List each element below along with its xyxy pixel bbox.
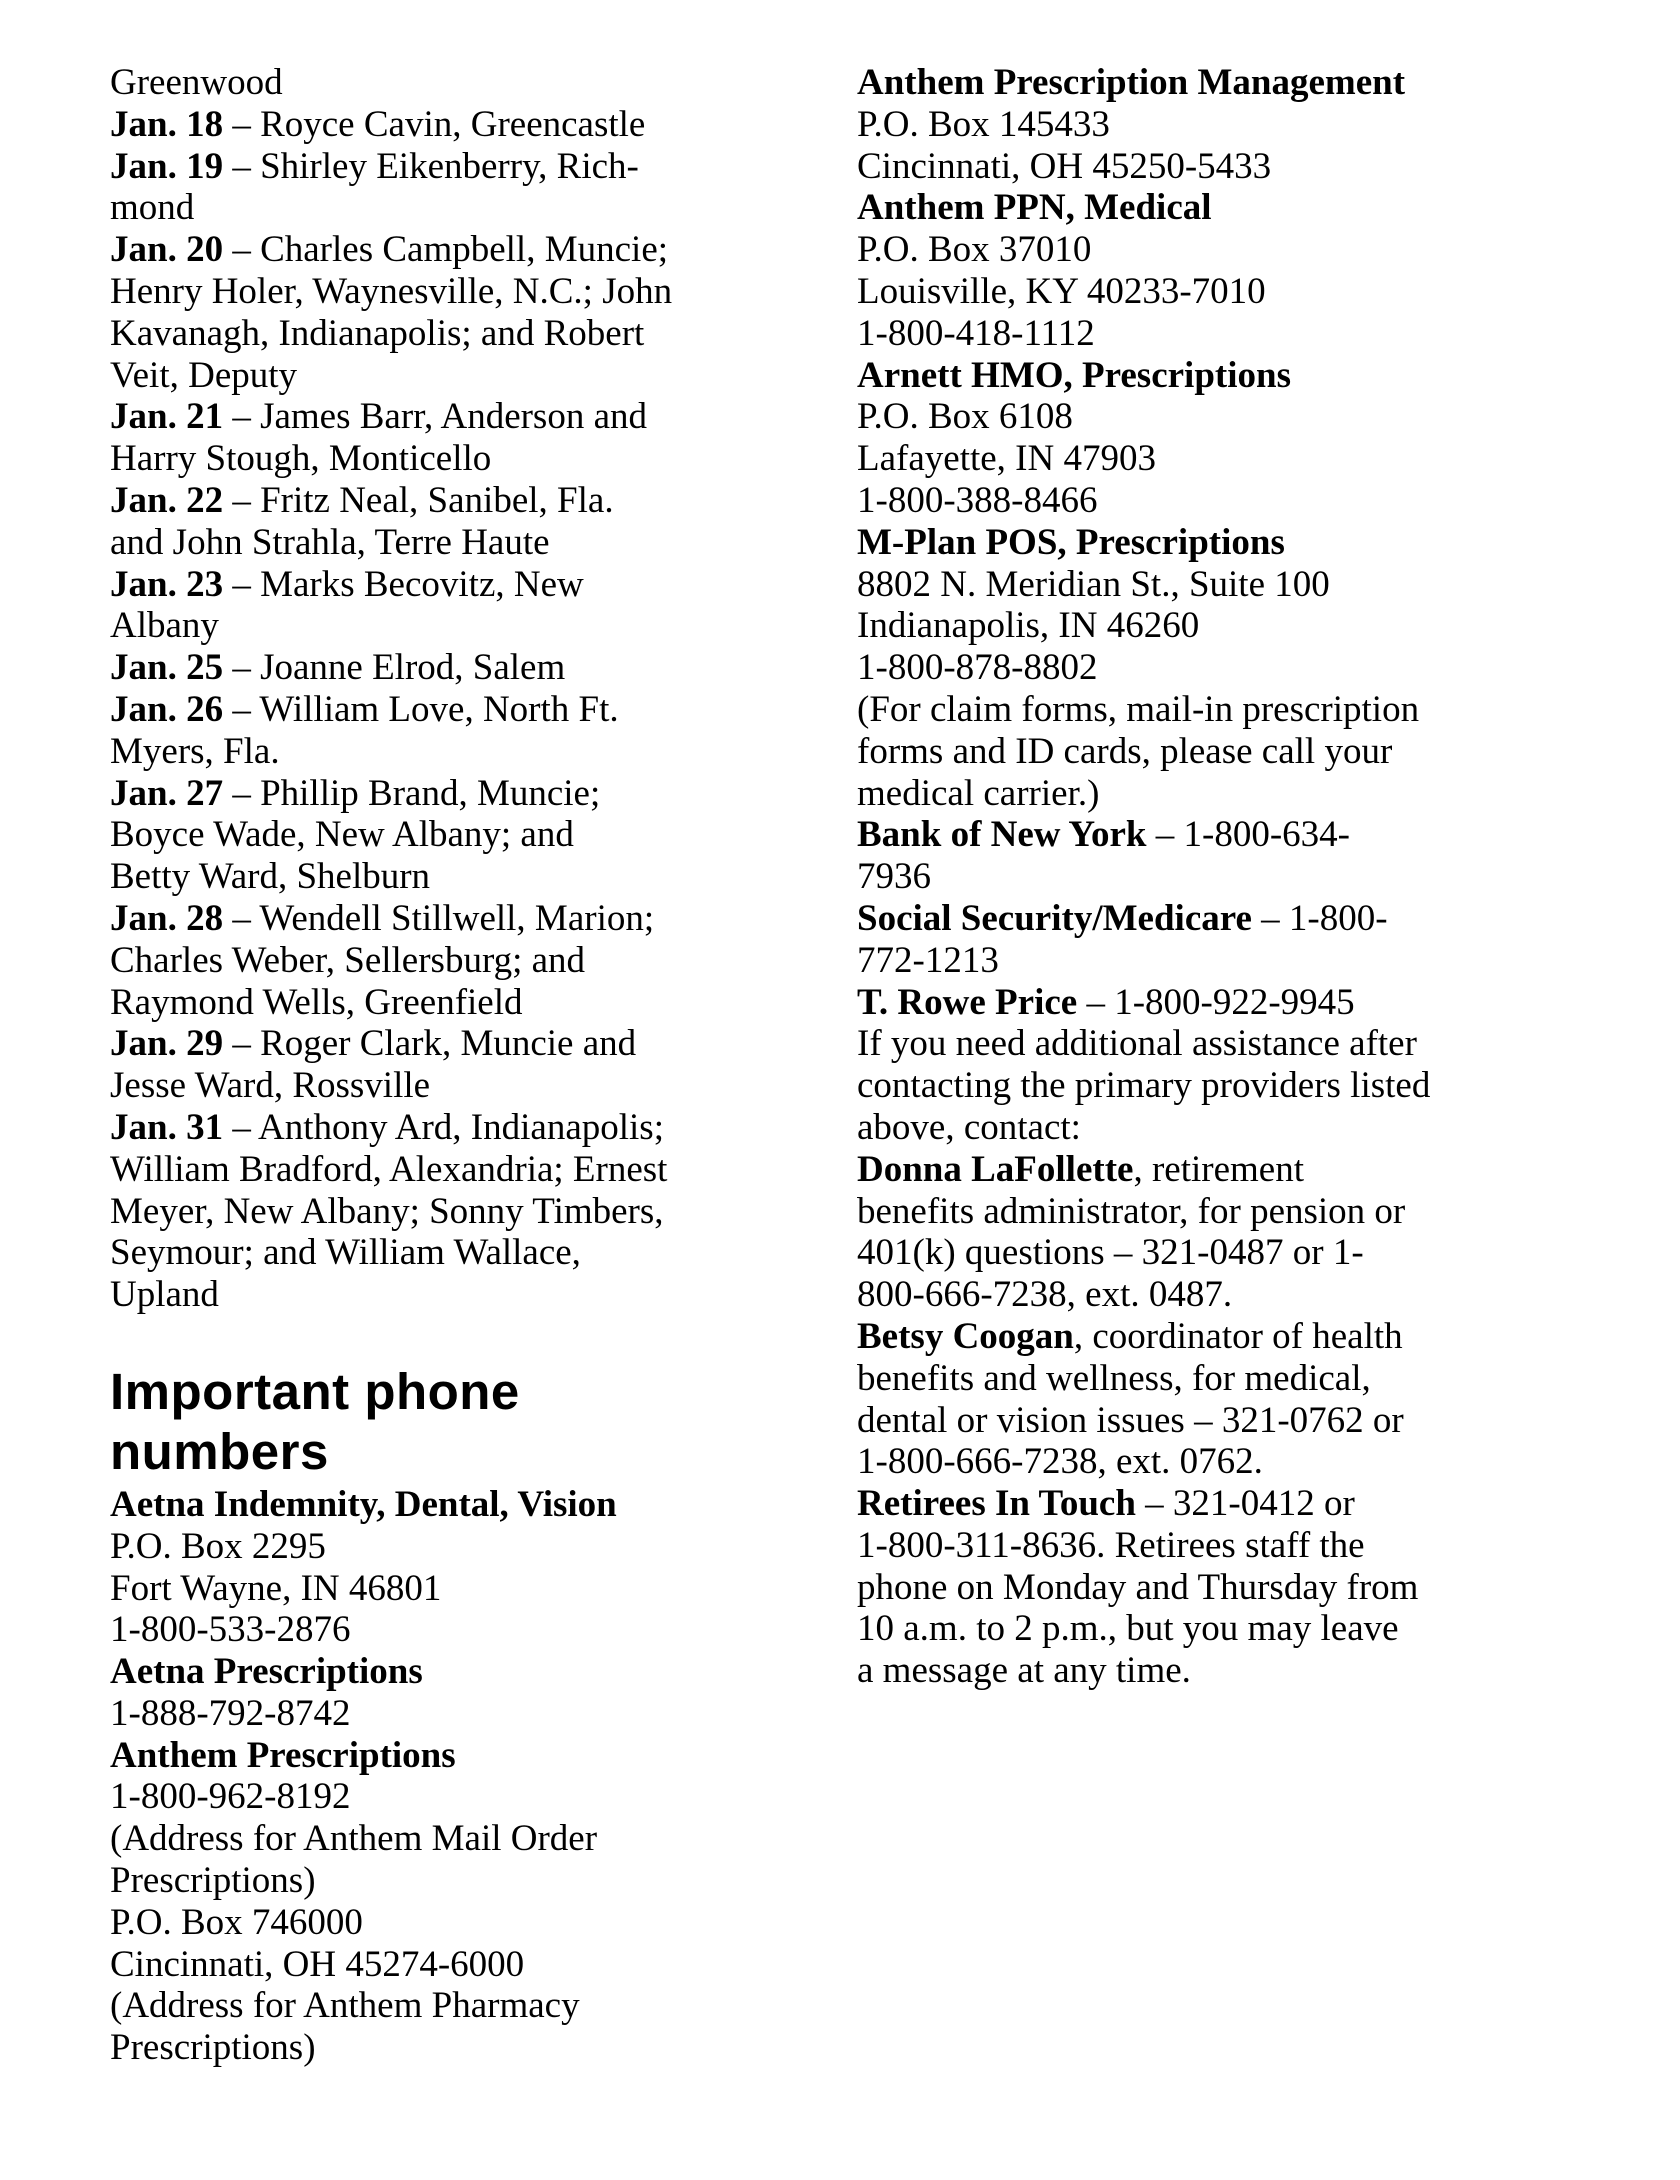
phone-entry [857,898,1577,982]
entry-line [110,773,845,815]
provider-line: 1-800-962-8192 [110,1776,351,1818]
contact-list [857,1149,1577,1692]
entry-text: mond [110,187,195,229]
entry-text: Wendell Stillwell, Marion; [259,897,655,939]
entry-text: James Barr, Anderson and [260,396,648,438]
provider-name: Anthem Prescription Management [857,62,1406,103]
entry-line [110,982,845,1024]
entry-date: Jan. 31 [110,1106,224,1148]
entry-line [110,689,845,731]
entry-line [110,731,845,773]
entry-text: and John Strahla, Terre Haute [110,521,550,563]
provider-line: P.O. Box 746000 [110,1901,363,1943]
provider-block [857,187,1577,354]
provider-line: (Address for Anthem Pharmacy [110,1985,580,2027]
entry-line: 1-800-311-8636. Retirees staff the [857,1524,1365,1566]
text-line: above, contact: [857,1106,1081,1148]
entry-line: dental or vision issues – 321-0762 or [857,1399,1404,1441]
entry-line: 772-1213 [857,939,999,981]
entry-line [110,355,845,397]
dash: – [223,229,261,271]
phone-entry [857,814,1577,898]
provider-line: Fort Wayne, IN 46801 [110,1567,442,1609]
entry-line [110,814,845,856]
inline-phone-list [857,814,1577,1023]
right-column [857,62,1577,1692]
entry-line [110,396,845,438]
dash: – [223,479,261,521]
entry-text: Anthony Ard, Indianapolis; [258,1106,664,1148]
entry-text: Marks Becovitz, New [260,563,584,605]
obituary-entry [110,396,845,480]
obituary-entry [110,647,845,689]
entry-text: Kavanagh, Indianapolis; and Robert [110,312,645,354]
entry-text: Harry Stough, Monticello [110,438,492,480]
entry-text: William Love, North Ft. [259,688,619,730]
obituary-entry [110,1107,845,1316]
dash: – [223,396,261,438]
entry-line [110,1274,845,1316]
entry-name: Donna LaFollette [857,1148,1134,1190]
entry-line [857,814,1577,856]
entry-text: Charles Weber, Sellersburg; and [110,939,586,981]
entry-name: Bank of New York [857,814,1147,856]
entry-line [110,898,845,940]
obituary-continuation [110,62,845,104]
obituary-entry [110,773,845,898]
dash: – [223,897,260,939]
dash: – [223,145,261,187]
entry-line [110,605,845,647]
entry-line [110,856,845,898]
provider-name: Arnett HMO, Prescriptions [857,354,1291,396]
entry-line: 1-800-666-7238, ext. 0762. [857,1441,1263,1483]
provider-line: Cincinnati, OH 45274-6000 [110,1943,525,1985]
entry-line [110,480,845,522]
left-column [110,62,845,2069]
entry-line [110,647,845,689]
provider-name: M-Plan POS, Prescriptions [857,521,1285,563]
provider-block [857,62,1577,187]
provider-block [857,522,1577,815]
entry-text: Upland [110,1274,219,1316]
contact-entry [857,1483,1577,1692]
entry-line [857,1483,1577,1525]
entry-line [110,271,845,313]
entry-line [110,229,845,271]
obituary-entry [110,689,845,773]
heading-line: numbers [110,1422,329,1480]
entry-date: Jan. 27 [110,772,224,814]
entry-line: 800-666-7238, ext. 0487. [857,1274,1233,1316]
entry-date: Jan. 22 [110,479,224,521]
provider-line: Cincinnati, OH 45250-5433 [857,145,1272,187]
entry-text: Royce Cavin, Greencastle [260,103,646,145]
obituary-entry [110,480,845,564]
assistance-intro [857,1023,1577,1148]
entry-name: Retirees In Touch [857,1483,1136,1525]
entry-text: Raymond Wells, Greenfield [110,981,523,1023]
entry-line: 10 a.m. to 2 p.m., but you may leave [857,1608,1399,1650]
entry-text: Myers, Fla. [110,730,280,772]
entry-date: Jan. 18 [110,103,224,145]
entry-text: , retirement [1133,1148,1304,1190]
provider-line: 1-800-388-8466 [857,479,1098,521]
entry-line [110,104,845,146]
provider-name: Anthem Prescriptions [110,1734,456,1776]
entry-text: Albany [110,605,219,647]
entry-line [857,898,1577,940]
obituary-entry [110,898,845,1023]
entry-text: Jesse Ward, Rossville [110,1065,431,1107]
entry-text: – 321-0412 or [1135,1483,1355,1525]
entry-text: Charles Campbell, Muncie; [260,229,669,271]
provider-line: (For claim forms, mail-in prescription [857,688,1420,730]
text-line: If you need additional assistance after [857,1023,1417,1065]
entry-line [110,1149,845,1191]
provider-line: Indianapolis, IN 46260 [857,605,1200,647]
entry-text: Henry Holer, Waynesville, N.C.; John [110,270,673,312]
entry-date: Jan. 26 [110,688,224,730]
provider-line: 1-888-792-8742 [110,1692,351,1734]
provider-block [110,1651,845,1735]
obituary-entry [110,104,845,146]
entry-line [857,1149,1577,1191]
provider-line: Prescriptions) [110,2027,316,2069]
obituary-entry [110,1023,845,1107]
obituary-entry [110,229,845,396]
provider-line: 8802 N. Meridian St., Suite 100 [857,563,1330,605]
entry-text: Boyce Wade, New Albany; and [110,814,574,856]
entry-text: Betty Ward, Shelburn [110,856,431,898]
contact-entry [857,1316,1577,1483]
entry-line [110,522,845,564]
entry-text: Fritz Neal, Sanibel, Fla. [260,479,614,521]
entry-text: Meyer, New Albany; Sonny Timbers, [110,1190,664,1232]
heading-line: Important phone [110,1362,520,1420]
provider-line: P.O. Box 6108 [857,396,1073,438]
entry-date: Jan. 28 [110,897,224,939]
provider-line: Prescriptions) [110,1860,316,1902]
entry-text: Seymour; and William Wallace, [110,1232,581,1274]
entry-line [110,1065,845,1107]
text-line: Greenwood [110,62,283,103]
entry-date: Jan. 21 [110,396,224,438]
entry-date: Jan. 25 [110,647,224,689]
provider-block [110,1484,845,1651]
entry-text: Phillip Brand, Muncie; [260,772,601,814]
obituary-entry [110,564,845,648]
provider-line: Lafayette, IN 47903 [857,438,1156,480]
provider-name: Aetna Indemnity, Dental, Vision [110,1483,617,1525]
dash: – [223,563,261,605]
entry-line: benefits and wellness, for medical, [857,1357,1371,1399]
provider-line: P.O. Box 37010 [857,229,1092,271]
entry-line: benefits administrator, for pension or [857,1190,1406,1232]
provider-line: 1-800-533-2876 [110,1609,351,1651]
entry-line: phone on Monday and Thursday from [857,1566,1419,1608]
provider-name: Aetna Prescriptions [110,1651,423,1693]
entry-line [110,564,845,606]
entry-line [110,940,845,982]
entry-text: Roger Clark, Muncie and [260,1023,637,1065]
text-line: contacting the primary providers listed [857,1065,1431,1107]
dash: – [223,688,260,730]
entry-line [857,1316,1577,1358]
entry-text: – 1-800- [1251,897,1388,939]
phone-entry [857,982,1577,1024]
entry-text: Veit, Deputy [110,354,298,396]
dash: – [223,1023,261,1065]
provider-line: P.O. Box 2295 [110,1525,326,1567]
entry-date: Jan. 23 [110,563,224,605]
provider-line: Louisville, KY 40233-7010 [857,270,1266,312]
dash: – [223,103,261,145]
contact-entry [857,1149,1577,1316]
entry-line [110,1107,845,1149]
entry-text: William Bradford, Alexandria; Ernest [110,1148,668,1190]
entry-text: – 1-800-634- [1146,814,1350,856]
provider-name: Anthem PPN, Medical [857,187,1212,229]
section-heading [110,1362,845,1482]
entry-line [110,1232,845,1274]
entry-line [857,982,1577,1024]
entry-name: Social Security/Medicare [857,897,1252,939]
provider-block [857,355,1577,522]
phone-list-right [857,62,1577,814]
dash: – [223,647,261,689]
phone-list-left [110,1484,845,2069]
entry-date: Jan. 19 [110,145,224,187]
provider-line: medical carrier.) [857,772,1100,814]
entry-date: Jan. 20 [110,229,224,271]
provider-line: P.O. Box 145433 [857,103,1110,145]
entry-text: Shirley Eikenberry, Rich- [260,145,639,187]
provider-line: 1-800-418-1112 [857,312,1095,354]
entry-line [110,1191,845,1233]
entry-line [110,146,845,188]
provider-line: 1-800-878-8802 [857,647,1098,689]
provider-line: (Address for Anthem Mail Order [110,1818,598,1860]
entry-text: – 1-800-922-9945 [1077,981,1355,1023]
dash: – [223,772,261,814]
obituary-list [110,104,845,1316]
obituary-entry [110,146,845,230]
entry-text: , coordinator of health [1073,1315,1403,1357]
dash: – [223,1106,259,1148]
entry-line [110,1023,845,1065]
provider-block [110,1735,845,2069]
entry-line: a message at any time. [857,1650,1191,1692]
entry-text: Joanne Elrod, Salem [260,647,566,689]
entry-line [110,313,845,355]
provider-line: forms and ID cards, please call your [857,730,1393,772]
entry-line: 401(k) questions – 321-0487 or 1- [857,1232,1364,1274]
entry-name: Betsy Coogan [857,1315,1074,1357]
entry-line [110,187,845,229]
entry-date: Jan. 29 [110,1023,224,1065]
entry-line: 7936 [857,856,931,898]
entry-line [110,438,845,480]
entry-name: T. Rowe Price [857,981,1078,1023]
